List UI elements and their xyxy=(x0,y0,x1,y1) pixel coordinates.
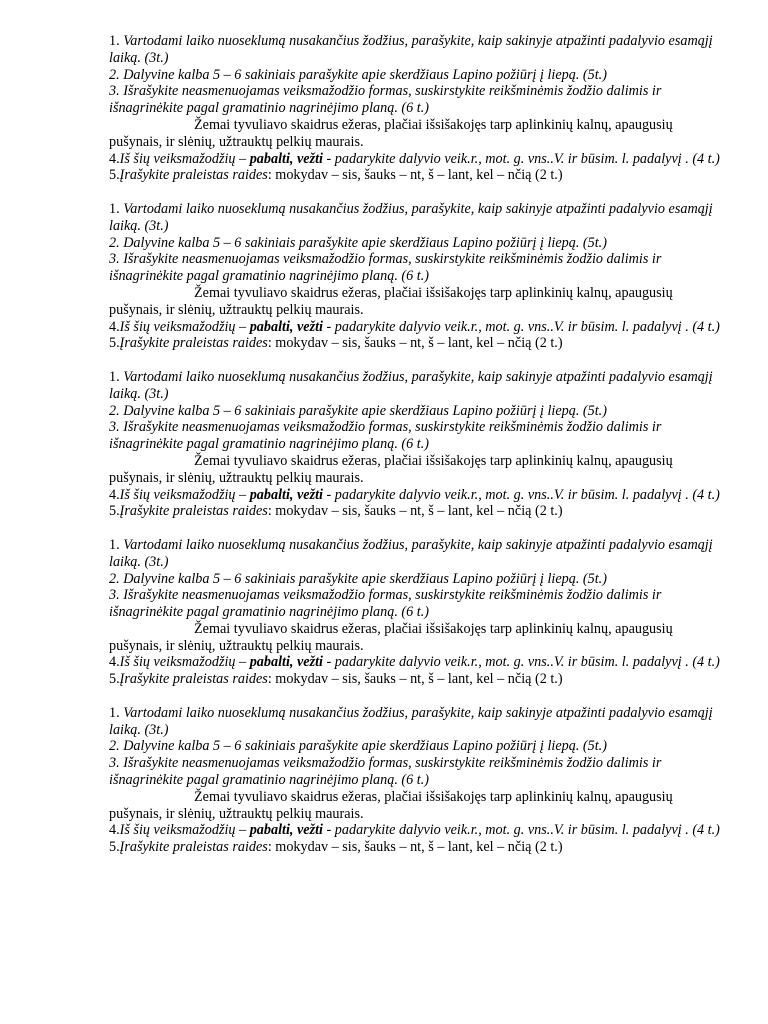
question-2 xyxy=(109,738,721,755)
question-4 xyxy=(109,654,721,671)
question-1-number: 1. xyxy=(109,200,124,217)
question-4-intro: Iš šių veiksmažodžių – xyxy=(119,654,250,671)
question-3-text: 3. Išrašykite neasmenuojamas veiksmažodžio formas, suskirstykite reikšminėmis žodžio dalimis ir išnagrinėkite pagal gramatinio nagrinėjimo planą. (6 t.) xyxy=(109,587,662,621)
question-1-text: Vartodami laiko nuoseklumą nusakančius žodžius, parašykite, kaip sakinyje atpažinti padalyvio esamąjį laiką. (3t.) xyxy=(109,368,713,402)
question-5-rest: : mokydav – sis, šauks – nt, š – lant, kel – nčią (2 t.) xyxy=(267,167,563,184)
question-2-text: 2. Dalyvine kalba 5 – 6 sakiniais parašykite apie skerdžiaus Lapino požiūrį į liepą. (5t.) xyxy=(109,738,607,755)
task-block-1 xyxy=(109,33,721,184)
question-5 xyxy=(109,839,721,856)
question-1-text: Vartodami laiko nuoseklumą nusakančius žodžius, parašykite, kaip sakinyje atpažinti padalyvio esamąjį laiką. (3t.) xyxy=(109,536,713,570)
question-1-number: 1. xyxy=(109,704,124,721)
question-5-rest: : mokydav – sis, šauks – nt, š – lant, kel – nčią (2 t.) xyxy=(267,335,563,352)
question-3-text: 3. Išrašykite neasmenuojamas veiksmažodžio formas, suskirstykite reikšminėmis žodžio dalimis ir išnagrinėkite pagal gramatinio nagrinėjimo planą. (6 t.) xyxy=(109,251,662,285)
passage-sentence: Žemai tyvuliavo skaidrus ežeras, plačiai išsišakojęs tarp aplinkinių kalnų, apaugusių pušynais, ir slėnių, užtrauktų pelkių maurais. xyxy=(109,788,673,822)
question-1-number: 1. xyxy=(109,536,124,553)
question-4-intro: Iš šių veiksmažodžių – xyxy=(119,486,250,503)
question-3 xyxy=(109,755,721,789)
question-4 xyxy=(109,151,721,168)
question-4-rest: - padarykite dalyvio veik.r., mot. g. vns..V. ir būsim. l. padalyvį . (4 t.) xyxy=(322,654,720,671)
question-4 xyxy=(109,822,721,839)
question-5-number: 5. xyxy=(109,335,120,352)
question-4-number: 4. xyxy=(109,318,120,335)
question-3 xyxy=(109,83,721,117)
question-5 xyxy=(109,167,721,184)
question-1-text: Vartodami laiko nuoseklumą nusakančius žodžius, parašykite, kaip sakinyje atpažinti padalyvio esamąjį laiką. (3t.) xyxy=(109,200,713,234)
question-5 xyxy=(109,503,721,520)
question-4-rest: - padarykite dalyvio veik.r., mot. g. vns..V. ir būsim. l. padalyvį . (4 t.) xyxy=(322,150,720,167)
question-1-number: 1. xyxy=(109,33,124,49)
question-2 xyxy=(109,67,721,84)
question-4-intro: Iš šių veiksmažodžių – xyxy=(119,318,250,335)
task-block-3 xyxy=(109,369,721,520)
document-page xyxy=(109,33,721,873)
question-1 xyxy=(109,705,721,739)
question-4-words: pabalti, vežti xyxy=(249,486,323,503)
question-5 xyxy=(109,671,721,688)
question-4-intro: Iš šių veiksmažodžių – xyxy=(119,150,250,167)
question-4-number: 4. xyxy=(109,150,120,167)
passage-sentence: Žemai tyvuliavo skaidrus ežeras, plačiai išsišakojęs tarp aplinkinių kalnų, apaugusių pušynais, ir slėnių, užtrauktų pelkių maurais. xyxy=(109,452,673,486)
question-1 xyxy=(109,369,721,403)
question-1 xyxy=(109,537,721,571)
passage-sentence: Žemai tyvuliavo skaidrus ežeras, plačiai išsišakojęs tarp aplinkinių kalnų, apaugusių pušynais, ir slėnių, užtrauktų pelkių maurais. xyxy=(109,620,673,654)
task-block-4 xyxy=(109,537,721,688)
question-4-number: 4. xyxy=(109,654,120,671)
question-5-number: 5. xyxy=(109,839,120,856)
task-block-2 xyxy=(109,201,721,352)
question-5 xyxy=(109,335,721,352)
question-4-rest: - padarykite dalyvio veik.r., mot. g. vns..V. ir būsim. l. padalyvį . (4 t.) xyxy=(322,318,720,335)
question-1 xyxy=(109,33,721,67)
question-3 xyxy=(109,587,721,621)
question-3-text: 3. Išrašykite neasmenuojamas veiksmažodžio formas, suskirstykite reikšminėmis žodžio dalimis ir išnagrinėkite pagal gramatinio nagrinėjimo planą. (6 t.) xyxy=(109,83,662,117)
question-5-number: 5. xyxy=(109,167,120,184)
question-5-number: 5. xyxy=(109,671,120,688)
question-5-intro: Įrašykite praleistas raides xyxy=(119,335,268,352)
question-3 xyxy=(109,419,721,453)
question-2 xyxy=(109,571,721,588)
question-2-text: 2. Dalyvine kalba 5 – 6 sakiniais parašykite apie skerdžiaus Lapino požiūrį į liepą. (5t.) xyxy=(109,402,607,419)
question-4-words: pabalti, vežti xyxy=(249,318,323,335)
question-3-text: 3. Išrašykite neasmenuojamas veiksmažodžio formas, suskirstykite reikšminėmis žodžio dalimis ir išnagrinėkite pagal gramatinio nagrinėjimo planą. (6 t.) xyxy=(109,755,662,789)
question-1-number: 1. xyxy=(109,368,124,385)
question-4-number: 4. xyxy=(109,822,120,839)
question-4-rest: - padarykite dalyvio veik.r., mot. g. vns..V. ir būsim. l. padalyvį . (4 t.) xyxy=(322,486,720,503)
question-5-intro: Įrašykite praleistas raides xyxy=(119,167,268,184)
question-5-rest: : mokydav – sis, šauks – nt, š – lant, kel – nčią (2 t.) xyxy=(267,503,563,520)
passage-sentence: Žemai tyvuliavo skaidrus ežeras, plačiai išsišakojęs tarp aplinkinių kalnų, apaugusių pušynais, ir slėnių, užtrauktų pelkių maurais. xyxy=(109,284,673,318)
question-4-intro: Iš šių veiksmažodžių – xyxy=(119,822,250,839)
question-1 xyxy=(109,201,721,235)
question-5-intro: Įrašykite praleistas raides xyxy=(119,839,268,856)
question-5-intro: Įrašykite praleistas raides xyxy=(119,671,268,688)
question-4-words: pabalti, vežti xyxy=(249,654,323,671)
question-4 xyxy=(109,487,721,504)
question-1-text: Vartodami laiko nuoseklumą nusakančius žodžius, parašykite, kaip sakinyje atpažinti padalyvio esamąjį laiką. (3t.) xyxy=(109,704,713,738)
question-2-text: 2. Dalyvine kalba 5 – 6 sakiniais parašykite apie skerdžiaus Lapino požiūrį į liepą. (5t.) xyxy=(109,234,607,251)
question-4-words: pabalti, vežti xyxy=(249,150,323,167)
question-3-text: 3. Išrašykite neasmenuojamas veiksmažodžio formas, suskirstykite reikšminėmis žodžio dalimis ir išnagrinėkite pagal gramatinio nagrinėjimo planą. (6 t.) xyxy=(109,419,662,453)
question-1-text: Vartodami laiko nuoseklumą nusakančius žodžius, parašykite, kaip sakinyje atpažinti padalyvio esamąjį laiką. (3t.) xyxy=(109,33,713,66)
question-4 xyxy=(109,319,721,336)
question-5-rest: : mokydav – sis, šauks – nt, š – lant, kel – nčią (2 t.) xyxy=(267,671,563,688)
question-2 xyxy=(109,235,721,252)
question-5-number: 5. xyxy=(109,503,120,520)
question-2-text: 2. Dalyvine kalba 5 – 6 sakiniais parašykite apie skerdžiaus Lapino požiūrį į liepą. (5t.) xyxy=(109,570,607,587)
question-5-intro: Įrašykite praleistas raides xyxy=(119,503,268,520)
task-block-5 xyxy=(109,705,721,856)
question-4-words: pabalti, vežti xyxy=(249,822,323,839)
question-3 xyxy=(109,251,721,285)
passage-sentence: Žemai tyvuliavo skaidrus ežeras, plačiai išsišakojęs tarp aplinkinių kalnų, apaugusių pušynais, ir slėnių, užtrauktų pelkių maurais. xyxy=(109,116,673,150)
question-5-rest: : mokydav – sis, šauks – nt, š – lant, kel – nčią (2 t.) xyxy=(267,839,563,856)
question-2 xyxy=(109,403,721,420)
question-4-rest: - padarykite dalyvio veik.r., mot. g. vns..V. ir būsim. l. padalyvį . (4 t.) xyxy=(322,822,720,839)
question-2-text: 2. Dalyvine kalba 5 – 6 sakiniais parašykite apie skerdžiaus Lapino požiūrį į liepą. (5t.) xyxy=(109,66,607,83)
question-4-number: 4. xyxy=(109,486,120,503)
